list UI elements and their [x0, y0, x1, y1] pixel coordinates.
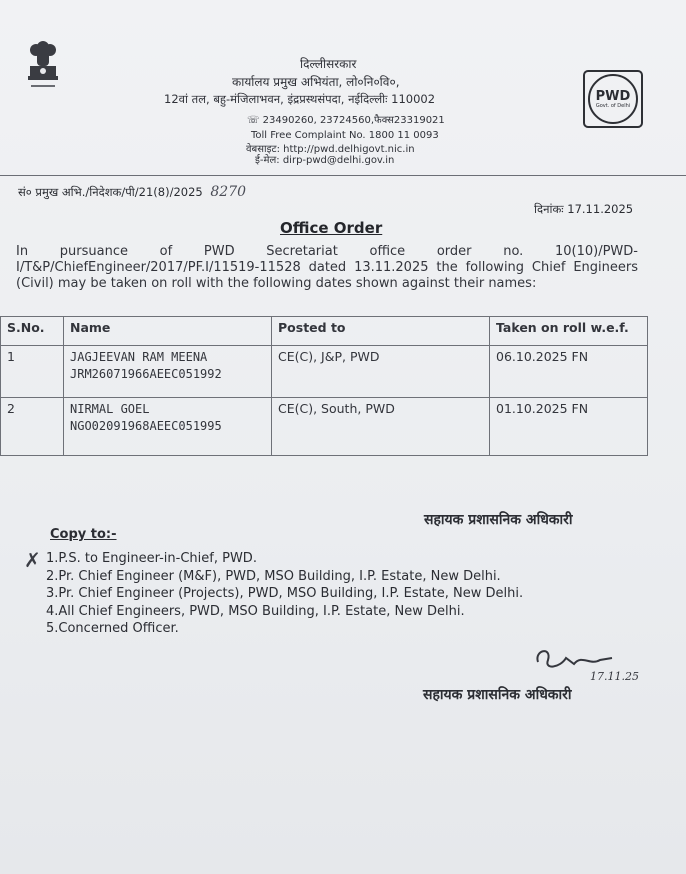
date-label: दिनांकः [534, 202, 564, 216]
cell-name [64, 398, 272, 456]
cell-posted-to: CE(C), South, PWD [272, 398, 490, 456]
signatory-designation: सहायक प्रशासनिक अधिकारी [424, 512, 573, 528]
state-emblem-icon [22, 40, 64, 102]
list-item: 5.Concerned Officer. [46, 621, 179, 636]
signature-date: 17.11.25 [590, 670, 639, 683]
handwritten-tick-mark: ✗ [24, 548, 41, 572]
copy-to-list [46, 550, 523, 638]
list-item: 1.P.S. to Engineer-in-Chief, PWD. [46, 551, 257, 566]
pwd-logo [583, 70, 643, 128]
column-header: Taken on roll w.e.f. [490, 317, 648, 346]
column-header: Name [64, 317, 272, 346]
header-gov-name: दिल्लीसरकार [300, 57, 357, 71]
officers-table [0, 316, 648, 456]
header-office-name: कार्यालय प्रमुख अभियंता, लो०नि०वि०, [232, 75, 400, 89]
list-item: 4.All Chief Engineers, PWD, MSO Building, I.P. Estate, New Delhi. [46, 603, 465, 619]
officer-id: NGO02091968AEEC051995 [70, 419, 222, 433]
list-item: 3.Pr. Chief Engineer (Projects), PWD, MSO Building, I.P. Estate, New Delhi. [46, 586, 524, 601]
handwritten-dispatch-number: 8270 [210, 184, 247, 200]
header-divider [0, 175, 686, 176]
page-title: Office Order [280, 219, 383, 237]
list-item: 2.Pr. Chief Engineer (M&F), PWD, MSO Building, I.P. Estate, New Delhi. [46, 568, 501, 584]
table-header-row [1, 317, 648, 346]
date-value: 17.11.2025 [567, 202, 634, 216]
column-header: S.No. [1, 317, 64, 346]
cell-sno: 2 [1, 398, 64, 456]
handwritten-signature [530, 640, 650, 690]
order-body-text: In pursuance of PWD Secretariat office order no. 10(10)/PWD-I/T&P/ChiefEngineer/2017/PF.I/11519-11528 dated 13.11.2025 the following Chief Engineers (Civil) may be taken on roll with the following dates shown against their names: [16, 244, 638, 291]
order-date [534, 202, 633, 217]
reference-number: सं० प्रमुख अभि./निदेशक/पी/21(8)/2025 [18, 185, 203, 199]
officer-name: NIRMAL GOEL [70, 402, 150, 416]
officer-id: JRM26071966AEEC051992 [70, 367, 222, 381]
cell-posted-to: CE(C), J&P, PWD [272, 346, 490, 398]
cell-name [64, 346, 272, 398]
signatory-designation-2: सहायक प्रशासनिक अधिकारी [423, 687, 572, 703]
cell-roll-date: 01.10.2025 FN [490, 398, 648, 456]
header-toll-free: Toll Free Complaint No. 1800 11 0093 [251, 130, 439, 141]
header-website: वेबसाइट: http://pwd.delhigovt.nic.in [246, 144, 415, 155]
header-email: ई-मेल: dirp-pwd@delhi.gov.in [255, 155, 395, 166]
table-row [1, 346, 648, 398]
table-row [1, 398, 648, 456]
reference-line [18, 184, 246, 200]
officer-name: JAGJEEVAN RAM MEENA [70, 350, 208, 364]
pwd-logo-text: PWD [595, 88, 631, 104]
column-header: Posted to [272, 317, 490, 346]
header-phone: ☏ 23490260, 23724560,फैक्स23319021 [247, 115, 445, 126]
copy-to-heading: Copy to:- [50, 527, 117, 542]
cell-roll-date: 06.10.2025 FN [490, 346, 648, 398]
cell-sno: 1 [1, 346, 64, 398]
pwd-logo-subtext: Govt. of Delhi [595, 102, 631, 109]
header-address: 12वां तल, बहु-मंजिलाभवन, इंद्रप्रस्थसंपदा, नईदिल्लीः 110002 [164, 92, 436, 106]
